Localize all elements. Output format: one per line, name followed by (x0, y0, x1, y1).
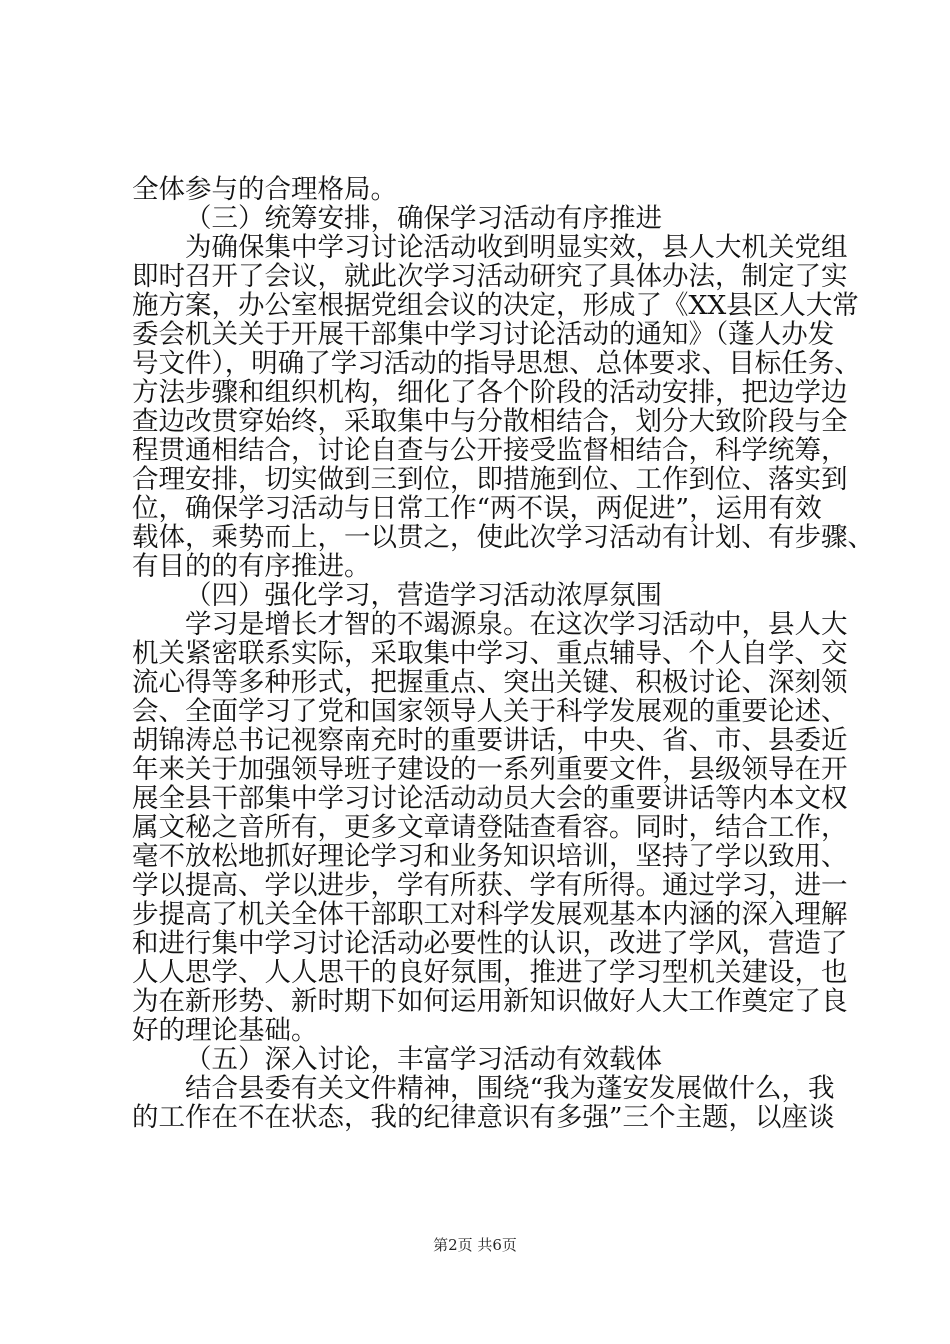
text-line: 毫不放松地抓好理论学习和业务知识培训，坚持了学以致用、 (132, 841, 848, 872)
paragraph-start: 学习是增长才智的不竭源泉。在这次学习活动中，县人大 (185, 609, 848, 640)
text-line: 学以提高、学以进步，学有所获、学有所得。通过学习，进一 (132, 870, 848, 901)
text-line: 好的理论基础。 (132, 1015, 318, 1046)
text-line: 位，确保学习活动与日常工作“两不误，两促进”，运用有效 (132, 493, 822, 524)
document-body (132, 174, 874, 1133)
text-line: 即时召开了会议，就此次学习活动研究了具体办法，制定了实 (132, 261, 848, 292)
text-line: 为在新形势、新时期下如何运用新知识做好人大工作奠定了良 (132, 986, 848, 1017)
text-line: 会、全面学习了党和国家领导人关于科学发展观的重要论述、 (132, 696, 848, 727)
text-line: 委会机关关于开展干部集中学习讨论活动的通知》（蓬人办发 (132, 319, 835, 350)
paragraph-start: 结合县委有关文件精神，围绕“我为蓬安发展做什么，我 (185, 1073, 835, 1104)
text-line: 展全县干部集中学习讨论活动动员大会的重要讲话等内本文权 (132, 783, 848, 814)
text-line: 全体参与的合理格局。 (132, 174, 397, 205)
section-heading-3: （三）统筹安排，确保学习活动有序推进 (185, 203, 662, 234)
text-line: 的工作在不在状态，我的纪律意识有多强”三个主题，以座谈 (132, 1102, 835, 1133)
paragraph-start: 为确保集中学习讨论活动收到明显实效，县人大机关党组 (185, 232, 848, 263)
text-line: 有目的的有序推进。 (132, 551, 371, 582)
section-heading-5: （五）深入讨论，丰富学习活动有效载体 (185, 1044, 662, 1075)
text-line: 年来关于加强领导班子建设的一系列重要文件，县级领导在开 (132, 754, 848, 785)
text-line: 人人思学、人人思干的良好氛围，推进了学习型机关建设，也 (132, 957, 848, 988)
text-line: 流心得等多种形式，把握重点、突出关键、积极讨论、深刻领 (132, 667, 848, 698)
text-line: 步提高了机关全体干部职工对科学发展观基本内涵的深入理解 (132, 899, 848, 930)
text-line: 合理安排，切实做到三到位，即措施到位、工作到位、落实到 (132, 464, 848, 495)
text-line: 施方案，办公室根据党组会议的决定，形成了《XX县区人大常 (132, 290, 859, 321)
text-line: 查边改贯穿始终，采取集中与分散相结合，划分大致阶段与全 (132, 406, 848, 437)
text-line: 和进行集中学习讨论活动必要性的认识，改进了学风，营造了 (132, 928, 848, 959)
text-line: 属文秘之音所有，更多文章请登陆查看容。同时，结合工作， (132, 812, 848, 843)
page-number: 第2页 共6页 (433, 1236, 517, 1254)
text-line: 载体，乘势而上，一以贯之，使此次学习活动有计划、有步骤、 (132, 522, 874, 553)
section-heading-4: （四）强化学习，营造学习活动浓厚氛围 (185, 580, 662, 611)
text-line: 方法步骤和组织机构，细化了各个阶段的活动安排，把边学边 (132, 377, 848, 408)
text-line: 程贯通相结合，讨论自查与公开接受监督相结合，科学统筹， (132, 435, 848, 466)
text-line: 机关紧密联系实际，采取集中学习、重点辅导、个人自学、交 (132, 638, 848, 669)
text-line: 号文件），明确了学习活动的指导思想、总体要求、目标任务、 (132, 348, 861, 379)
text-line: 胡锦涛总书记视察南充时的重要讲话，中央、省、市、县委近 (132, 725, 848, 756)
page-footer (0, 1235, 950, 1255)
